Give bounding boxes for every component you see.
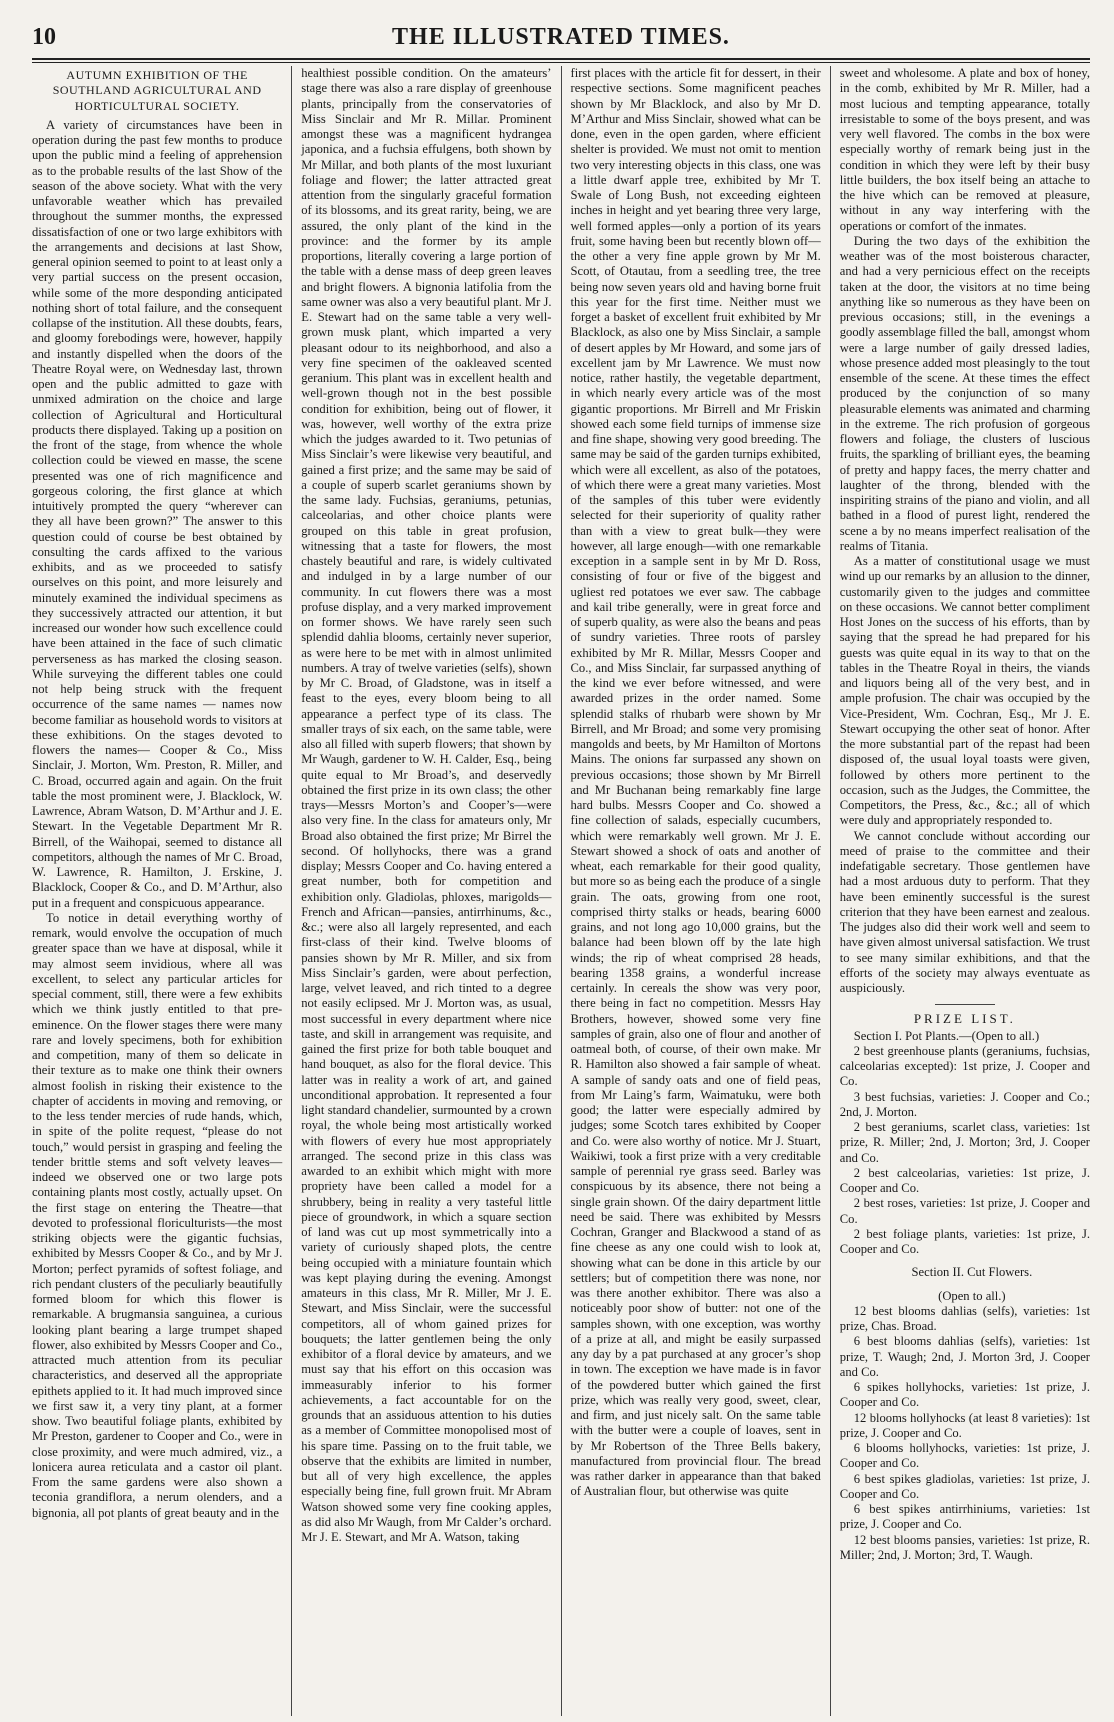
paragraph: sweet and wholesome. A plate and box of honey, in the comb, exhibited by Mr R. Miller, had a most lucious and tempting appearance, totally irresistable to some of the boys present, and was very well flavored. The combs in the box were especially worthy of remark being just in the condition in which they were left by their busy little builders, the box itself being an attache to the hive which can be removed at pleasure, without in any way interfering with the operations or comfort of the inmates. <box>839 66 1090 233</box>
section-subheading: (Open to all.) <box>938 1288 1006 1303</box>
page-number: 10 <box>32 24 56 50</box>
section-heading: Section I. Pot Plants.—(Open to all.) <box>853 1028 1040 1043</box>
columns <box>32 66 1090 1716</box>
prize-entry: 6 best spikes antirrhiniums, varieties: 1st prize, J. Cooper and Co. <box>839 1502 1090 1532</box>
paragraph: During the two days of the exhibition the weather was of the most boisterous character, and had a very pernicious effect on the receipts taken at the door, the visitors at no time being anything like so numerous as they have been on previous occasions; still, in the evenings a goodly assemblage filled the ball, amongst whom were a large number of gaily dressed ladies, whose presence added most pleasingly to the tout ensemble of the scene. At these times the effect produced by the conjunction of so many pleasurable elements was animated and charming in the extreme. The rich profusion of gorgeous flowers and foliage, the clusters of luscious fruits, the sparkling of brilliant eyes, the beaming of pretty and happy faces, the merry chatter and laughter of the throng, blended with the inspiriting strains of the piano and violin, and all bathed in a flood of purest light, rendered the scene a by no means imperfect realisation of the realms of Titania. <box>839 233 1090 553</box>
paragraph: We cannot conclude without according our meed of praise to the committee and their indefatigable secretary. Those gentlemen have had a most arduous duty to perform. That they have been eminently successful is the surest criterion that they have been earnest and zealous. The judges also did their work well and seem to have given almost universal satisfaction. We trust to see many similar exhibitions, and that the efforts of the society may always eventuate as auspiciously. <box>839 828 1090 995</box>
paragraph: To notice in detail everything worthy of remark, would envolve the occupation of much greater space than we have at disposal, while it may almost seem invidious, where all was excellent, to select any particular articles for special comment, still, there were a few exhibits which we think justly entitled to that pre-eminence. On the flower stages there were many rare and lovely specimens, both for exhibition and competition, many of them so delicate in their texture as to make one think their owners almost foolish in risking their existence to the chapter of accidents in moving and removing, or to the less tender mercies of rude hands, which, in spite of the polite request, “please do not touch,” would persist in grasping and feeling the tender brittle stems and soft velvety leaves—indeed we observed one or two large pots containing plants most costly, actually upset. On the first stage on entering the Theatre—that devoted to professional floriculturists—the most striking objects were the gigantic fuchsias, exhibited by Messrs Cooper & Co., and by Mr J. Morton; perfect pyramids of softest foliage, and rich pendant clusters of the peculiarly beautifully formed bloom for which this flower is remarkable. A brugmansia sanguinea, a curious looking plant bearing a large trumpet shaped flower, also exhibited by Messrs Cooper and Co., attracted much attention from its peculiar characteristics, and deserved all the appropriate epithets applied to it. It had much improved since we first saw it, a very tiny plant, at a former show. Two beautiful foliage plants, exhibited by Mr Preston, gardener to Cooper and Co., were in close proximity, and were much admired, viz., a lonicera aurea reticulata and a castor oil plant. From the same gardens were also shown a teconia grandiflora, a nerum olenders, and a bignonia, all pot plants of great beauty and in the <box>32 910 283 1520</box>
paragraph: A variety of circumstances have been in operation during the past few months to produce upon the public mind a feeling of apprehension as to the probable results of the last Show of the season of the above society. What with the very unfavorable weather which has prevailed throughout the summer months, the expressed dissatisfaction of one or two large exhibitors with the arrangements and decisions at last Show, general opinion seemed to point to at least only a very partial success on the present occasion, while some of the more desponding anticipated nothing short of total failure, and the consequent collapse of the institution. All these doubts, fears, and gloomy forebodings were, however, happily and instantly dispelled when the doors of the Theatre Royal were, on Wednesday last, thrown open and the public admitted to gaze with unmixed admiration on the choice and large collection of Agricultural and Horticultural products there displayed. Taking up a position on the front of the stage, from whence the whole collection could be viewed en masse, the scene presented was one of rich magnificence and gorgeous coloring, the first glance at which intuitively prompted the query “wherever can they all have been grown?” The answer to this question could of course be best obtained by consulting the cards affixed to the various exhibits, and as we proceeded to satisfy ourselves on this point, and more leisurely and minutely examined the individual specimens as they successively attracted our attention, it but increased our wonder how such excellence could have been attained in the face of such climatic perverseness as has marked the closing season. While surveying the different tables one could not help being struck with the frequent occurrence of the same names — names now become familiar as household words to visitors at these exhibitions. On the stages devoted to flowers the names— Cooper & Co., Miss Sinclair, J. Morton, Wm. Preston, R. Miller, and C. Broad, occurred again and again. On the fruit table the most prominent were, J. Blacklock, W. Lawrence, Abram Watson, D. M’Arthur and J. E. Stewart. In the Vegetable Department Mr R. Birrell, of the Waihopai, seemed to distance all competitors, although the names of Mr C. Broad, W. Lawrence, R. Hamilton, J. Erskine, J. Blacklock, Cooper & Co., and D. M’Arthur, also put in a frequent and conspicuous appearance. <box>32 117 283 910</box>
prize-entry: 6 spikes hollyhocks, varieties: 1st prize, J. Cooper and Co. <box>839 1380 1090 1410</box>
column-1 <box>32 66 292 1716</box>
prize-entry: 6 best blooms dahlias (selfs), varieties: 1st prize, T. Waugh; 2nd, J. Morton 3rd, J. Cooper and Co. <box>839 1334 1090 1379</box>
divider <box>935 1004 995 1005</box>
prize-entry: 3 best fuchsias, varieties: J. Cooper and Co.; 2nd, J. Morton. <box>839 1089 1090 1119</box>
column-4 <box>831 66 1090 1716</box>
prize-entry: 2 best roses, varieties: 1st prize, J. Cooper and Co. <box>839 1196 1090 1226</box>
masthead <box>32 22 1090 60</box>
header-rule <box>32 62 1090 63</box>
prize-entry: 2 best geraniums, scarlet class, varieties: 1st prize, R. Miller; 2nd, J. Morton; 3rd, J. Cooper and Co. <box>839 1120 1090 1165</box>
prize-list-heading: PRIZE LIST. <box>913 1011 1016 1027</box>
prize-entry: 6 best spikes gladiolas, varieties: 1st prize, J. Cooper and Co. <box>839 1471 1090 1501</box>
paragraph: healthiest possible condition. On the amateurs’ stage there was also a rare display of greenhouse plants, principally from the conservatories of Miss Sinclair and Mr R. Millar. Prominent amongst these was a magnificent hydrangea japonica, and a fuchsia effulgens, both shown by Mr Millar, and both plants of the most luxuriant foliage and flower; the latter attracted great attention from the singularly graceful formation of its blossoms, and its great rarity, being, we are assured, the only plant of the kind in the province: and the former by its ample proportions, literally covering a large portion of the table with a dense mass of deep green leaves and bright flowers. A bignonia latifolia from the same owner was also a very beautiful plant. Mr J. E. Stewart had on the same table a very well-grown musk plant, which imparted a very pleasant odour to its neighborhood, and also a very fine specimen of the oakleaved scented geranium. This plant was in excellent health and well-grown though not in the best possible condition for exhibition, being out of flower, it was, however, well worthy of the extra prize which the judges awarded to it. Two petunias of Miss Sinclair’s were likewise very beautiful, and gained a first prize; and the same may be said of a couple of superb scarlet geraniums shown by the same lady. Fuchsias, geraniums, petunias, calceolarias, and other choice plants were grouped on this table in great profusion, witnessing that a taste for flowers, the most chastely beautiful and rare, is widely cultivated and indulged in by a large number of our community. In cut flowers there was a most profuse display, and a very marked improvement on former shows. We have rarely seen such splendid dahlia blooms, certainly never superior, as were here to be met with in almost unlimited numbers. A tray of twelve varieties (selfs), shown by Mr C. Broad, of Gladstone, was in itself a feast to the eyes, every bloom being to all appearance a perfect type of its class. The smaller trays of six each, on the same table, were also all filled with superb flowers; that shown by Mr Waugh, gardener to W. H. Calder, Esq., being quite equal to Mr Broad’s, and deservedly obtained the first prize in its own class; the other trays—Messrs Morton’s and Cooper’s—were also very fine. In the class for amateurs only, Mr Broad also obtained the first prize; Mr Birrel the second. Of hollyhocks, there was a grand display; Messrs Cooper and Co. having entered a great number, both for competition and exhibition only. Gladiolas, phloxes, marigolds—French and African—pansies, antirrhinums, &c., &c.; were also all largely represented, and each first-class of their kind. Twelve blooms of pansies shown by Mr R. Miller, and six from Miss Sinclair’s garden, were about perfection, large, velvet leaved, and rich tinted to a degree not easily eclipsed. Mr J. Morton was, as usual, most successful in every department where nice taste, and skill in arrangement was requisite, and gained the first prize for both table bouquet and hand bouquet, as also for the floral device. This latter was in reality a work of art, and gained unconditional approbation. It represented a four light standard chandelier, surmounted by a crown royal, the whole being most artistically worked with flowers of every hue most appropriately arranged. The second prize in this class was awarded to an exhibit which might with more propriety have been called a model for a shrubbery, being in reality a very tasteful little piece of groundwork, in which a square section of land was cut up most symmetrically into a variety of curiously shaped plots, the centre being occupied with a miniature fountain which was kept playing during the evening. Amongst amateurs in this class, Mr R. Miller, Mr J. E. Stewart, and Miss Sinclair, were the successful competitors, all of whom gained prizes for bouquets; the latter gentlemen being the only exhibitor of a floral device by amateurs, and we must say that his effort on this occasion was immeasurably inferior to his former achievements, a fact accountable for on the grounds that an assiduous attention to his duties as a member of Committee monopolised most of his spare time. Passing on to the fruit table, we observe that the exhibits are limited in number, but all of very high excellence, the apples especially being fine, full grown fruit. Mr Abram Watson showed some very fine cooking apples, as did also Mr Waugh, from Mr Calder’s orchard. Mr J. E. Stewart, and Mr A. Watson, taking <box>301 66 552 1544</box>
prize-entry: 2 best greenhouse plants (geraniums, fuchsias, calceolarias excepted): 1st prize, J. Cooper and Co. <box>839 1043 1090 1089</box>
article-heading: AUTUMN EXHIBITION OF THE SOUTHLAND AGRICULTURAL AND HORTICULTURAL SOCIETY. <box>52 68 262 113</box>
paragraph: first places with the article fit for dessert, in their respective sections. Some magnificent peaches shown by Mr Blacklock, and also by Mr D. M’Arthur and Miss Sinclair, showed what can be done, even in the open garden, where efficient shelter is provided. We must not omit to mention two very interesting objects in this class, one was a little dwarf apple tree, exhibited by Mr T. Swale of Long Bush, not exceeding eighteen inches in height and yet bearing three very large, well formed apples—only a portion of its years fruit, some having been but recently blown off—the other a very fine apple grown by Mr M. Scott, of Otautau, from a seedling tree, the tree being now seven years old and having borne fruit this year for the first time. Neither must we forget a basket of excellent fruit exhibited by Mr Blacklock, as also one by Miss Sinclair, a sample of desert apples by Mr Howard, and some jars of excellent jam by Mr Lawrence. We must now notice, rather hastily, the vegetable department, in which nearly every article was of the most gigantic proportions. Mr Birrell and Mr Friskin showed each some field turnips of immense size and fine shape, showing very good breeding. The same may be said of the garden turnips exhibited, which were all excellent, as also of the potatoes, of which there were a great many varieties. Most of the samples of this tuber were evidently selected for their superiority of quality rather than with a view to great bulk—they were however, all large enough—with one remarkable exception in a sample sent in by Mr D. Ross, consisting of four or five of the biggest and ugliest red potatoes we ever saw. The cabbage and kail tribe generally, were in great force and of superb quality, as were also the beans and peas of sundry varieties. Three roots of parsley exhibited by Mr R. Millar, Messrs Cooper and Co., and Miss Sinclair, far surpassed anything of the kind we ever before witnessed, and were awarded prizes in the order named. Some splendid stalks of rhubarb were shown by Mr Birrell, and Mr Broad; and some very promising mangolds and beets, by Mr Hamilton of Mortons Mains. The onions far surpassed any shown on previous occasions; those shown by Mr Birrell and Mr Buchanan being remarkably fine large hard bulbs. Messrs Cooper and Co. showed a fine collection of salads, especially cucumbers, which were remarkably well grown. Mr J. E. Stewart showed a shock of oats and another of wheat, each remarkable for their good quality, but more so as being each the produce of a single grain. The oats, growing from one root, comprised thirty stalks or heads, bearing 6000 grains, and not long ago 10,000 grains, but the balance had been blown off by the late high winds; the rip of wheat comprised 28 heads, bearing 1358 grains, a wonderful increase certainly. In cereals the show was very poor, there being in fact no competition. Messrs Hay Brothers, however, showed some very fine samples of grain, also one of flour and another of oatmeal both, of course, of their own make. Mr R. Hamilton also showed a fair sample of wheat. A sample of sandy oats and one of field peas, from Mr Laing’s farm, Waimatuku, were both good; the latter were especially admired by judges; some Scotch tares exhibited by Cooper and Co. were also worthy of notice. Mr J. Stuart, Waikiwi, took a first prize with a very creditable sample of perennial rye grass seed. Barley was conspicuous by its absence, there not being a single grain shown. Of the dairy department little need be said. There was exhibited by Messrs Cochran, Granger and Blackwood a stand of as fine cheese as any one could wish to look at, showing what can be done in this article by our settlers; but of competition there was none, nor was there another exhibitor. There was also a noticeably poor show of butter: not one of the samples shown, with one exception, was worthy of a prize at all, and might be easily surpassed any day by a pat purchased at any grocer’s shop in town. The exception we have made is in favor of the powdered butter which gained the first prize, which was really very good, sweet, clear, and firm, and just nicely salt. On the same table with the butter were a couple of loaves, sent in by Mr Robertson of the Three Bells bakery, manufactured from provincial flour. The bread was rather darker in appearance than that baked of Australian flour, but otherwise was quite <box>570 66 821 1499</box>
column-3 <box>562 66 831 1716</box>
section-heading: Section II. Cut Flowers. <box>911 1265 1033 1280</box>
prize-entry: 2 best calceolarias, varieties: 1st prize, J. Cooper and Co. <box>839 1165 1090 1195</box>
prize-entry: 12 blooms hollyhocks (at least 8 varieties): 1st prize, J. Cooper and Co. <box>839 1410 1090 1440</box>
column-2 <box>292 66 561 1716</box>
prize-entry: 12 best blooms pansies, varieties: 1st prize, R. Miller; 2nd, J. Morton; 3rd, T. Waugh. <box>839 1532 1090 1562</box>
paragraph: As a matter of constitutional usage we must wind up our remarks by an allusion to the dinner, customarily given to the judges and committee on these occasions. We cannot better compliment Host Jones on the success of his efforts, than by saying that the spread he had prepared for his guests was quite equal in its way to that on the tables in the Theatre Royal in theirs, the viands and liquors being all of the very best, and in ample profusion. The chair was occupied by the Vice-President, Wm. Cochran, Esq., Mr J. E. Stewart occupying the other seat of honor. After the more substantial part of the repast had been disposed of, the usual loyal toasts were given, followed by others more pertinent to the occasion, such as the Judges, the Committee, the Competitors, the Press, &c., &c.; all of which were duly and appropriately responded to. <box>839 554 1090 828</box>
prize-entry: 6 blooms hollyhocks, varieties: 1st prize, J. Cooper and Co. <box>839 1441 1090 1471</box>
prize-entry: 12 best blooms dahlias (selfs), varieties: 1st prize, Chas. Broad. <box>839 1303 1090 1333</box>
prize-entry: 2 best foliage plants, varieties: 1st prize, J. Cooper and Co. <box>839 1226 1090 1256</box>
paper-title: THE ILLUSTRATED TIMES. <box>392 24 730 50</box>
